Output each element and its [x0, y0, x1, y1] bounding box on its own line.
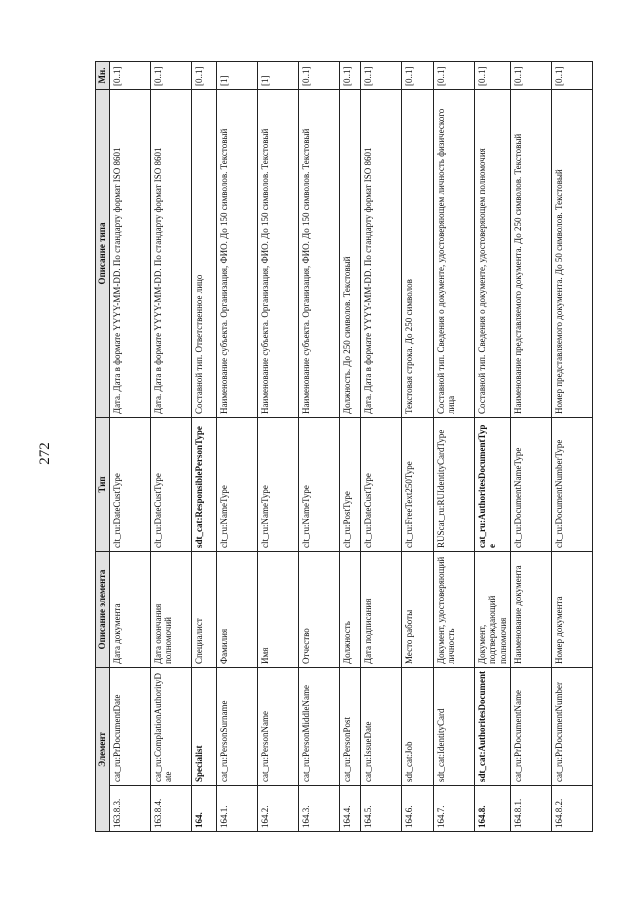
row-type-description: Дата. Дата в формате YYYY-MM-DD. По стандарту формат ISO 8601 — [361, 89, 402, 417]
row-number: 164.8. — [475, 786, 511, 832]
row-element: cat_ru:IssueDate — [361, 667, 402, 785]
table-row — [299, 61, 340, 831]
page-number-text: 272 — [36, 441, 53, 465]
document-table-rotated — [95, 62, 565, 832]
row-number: 163.8.4. — [151, 786, 192, 832]
row-type-description: Составной тип. Ответственное лицо — [192, 89, 217, 417]
table-row — [192, 61, 217, 831]
row-description: Документ, подтверждающий полномочия — [475, 551, 511, 667]
row-description: Документ, удостоверяющий личность — [434, 551, 475, 667]
row-type: clt_ru:FreeText250Type — [402, 417, 434, 551]
row-element: cat_ru:PersonSurname — [217, 667, 258, 785]
table-body — [110, 61, 593, 831]
row-number: 164.6. — [402, 786, 434, 832]
row-type-description: Составной тип. Сведения о документе, удостоверяющем полномочия — [475, 89, 511, 417]
row-type-description: Наименование представляемого документа. До 250 символов. Текстовый — [511, 89, 552, 417]
row-description: Фамилия — [217, 551, 258, 667]
row-description: Специалист — [192, 551, 217, 667]
row-number: 164.2. — [258, 786, 299, 832]
table-row — [151, 61, 192, 831]
row-element: Specialist — [192, 667, 217, 785]
row-type-description: Дата. Дата в формате YYYY-MM-DD. По стандарту формат ISO 8601 — [110, 89, 151, 417]
specification-table — [95, 61, 593, 832]
row-description: Имя — [258, 551, 299, 667]
row-description: Дата окончания полномочий — [151, 551, 192, 667]
row-type-description: Должность. До 250 символов. Текстовый — [340, 89, 361, 417]
row-number: 164.4. — [340, 786, 361, 832]
row-multiplicity: [0..1] — [110, 61, 151, 89]
row-element: cat_ru:PersonName — [258, 667, 299, 785]
row-multiplicity: [0..1] — [475, 61, 511, 89]
table-row — [402, 61, 434, 831]
row-multiplicity: [1] — [217, 61, 258, 89]
row-type: clt_ru:DocumentNameType — [511, 417, 552, 551]
row-type: clt_ru:DocumentNumberType — [552, 417, 593, 551]
row-element: sdt_cat:AuthoritesDocument — [475, 667, 511, 785]
header-element: Элемент — [96, 667, 110, 831]
row-multiplicity: [0..1] — [340, 61, 361, 89]
row-number: 164.8.1. — [511, 786, 552, 832]
row-element: cat_ru:PrDocumentName — [511, 667, 552, 785]
header-row — [96, 61, 110, 831]
table-row — [258, 61, 299, 831]
row-type-description: Номер представляемого документа. До 50 символов. Текстовый — [552, 89, 593, 417]
row-multiplicity: [0..1] — [402, 61, 434, 89]
row-description: Номер документа — [552, 551, 593, 667]
row-multiplicity: [0..1] — [434, 61, 475, 89]
table-row — [110, 61, 151, 831]
page-number — [34, 438, 56, 468]
table-row — [217, 61, 258, 831]
row-type: clt_ru:NameType — [299, 417, 340, 551]
table-row — [340, 61, 361, 831]
row-number: 164.3. — [299, 786, 340, 832]
header-type: Тип — [96, 417, 110, 551]
row-multiplicity: [1] — [258, 61, 299, 89]
row-multiplicity: [0..1] — [299, 61, 340, 89]
row-element: cat_ru:PersonPost — [340, 667, 361, 785]
table-row — [434, 61, 475, 831]
row-number: 164.7. — [434, 786, 475, 832]
row-type: clt_ru:NameType — [258, 417, 299, 551]
row-type: RUScat_ru:RUIdentityCardType — [434, 417, 475, 551]
row-element: cat_ru:ComplationAuthorityDate — [151, 667, 192, 785]
table-row — [511, 61, 552, 831]
header-type-description: Описание типа — [96, 89, 110, 417]
row-description: Отчество — [299, 551, 340, 667]
row-type-description: Наименование субъекта. Организация, ФИО. До 150 символов. Текстовый — [258, 89, 299, 417]
table-row — [475, 61, 511, 831]
row-element: sdt_cat:IdentityCard — [434, 667, 475, 785]
row-type: clt_ru:DateCustType — [361, 417, 402, 551]
row-multiplicity: [0..1] — [151, 61, 192, 89]
row-type: sdt_cat:ResponsiblePersonType — [192, 417, 217, 551]
row-type: cat_ru:AuthoritesDocumentType — [475, 417, 511, 551]
row-number: 164. — [192, 786, 217, 832]
row-multiplicity: [0..1] — [361, 61, 402, 89]
row-type: clt_ru:PostType — [340, 417, 361, 551]
row-element: cat_ru:PrDocumentNumber — [552, 667, 593, 785]
row-description: Дата документа — [110, 551, 151, 667]
table-row — [361, 61, 402, 831]
row-multiplicity: [0..1] — [552, 61, 593, 89]
row-description: Должность — [340, 551, 361, 667]
row-type-description: Наименование субъекта. Организация, ФИО. До 150 символов. Текстовый — [299, 89, 340, 417]
row-type: clt_ru:NameType — [217, 417, 258, 551]
row-description: Наименование документа — [511, 551, 552, 667]
row-type-description: Дата. Дата в формате YYYY-MM-DD. По стандарту формат ISO 8601 — [151, 89, 192, 417]
row-type-description: Составной тип. Сведения о документе, удостоверяющем личность физического лица — [434, 89, 475, 417]
row-element: sdt_cat:Job — [402, 667, 434, 785]
row-number: 163.8.3. — [110, 786, 151, 832]
row-type: clt_ru:DateCustType — [110, 417, 151, 551]
row-number: 164.8.2. — [552, 786, 593, 832]
header-multiplicity: Мн. — [96, 61, 110, 89]
table-row — [552, 61, 593, 831]
table-header — [96, 61, 110, 831]
row-multiplicity: [0..1] — [192, 61, 217, 89]
row-multiplicity: [0..1] — [511, 61, 552, 89]
row-element: cat_ru:PersonMiddleName — [299, 667, 340, 785]
row-type-description: Наименование субъекта. Организация, ФИО. До 150 символов. Текстовый — [217, 89, 258, 417]
row-element: cat_ru:PrDocumentDate — [110, 667, 151, 785]
row-description: Место работы — [402, 551, 434, 667]
row-number: 164.1. — [217, 786, 258, 832]
row-type: clt_ru:DateCustType — [151, 417, 192, 551]
row-number: 164.5. — [361, 786, 402, 832]
header-description: Описание элемента — [96, 551, 110, 667]
row-type-description: Текстовая строка. До 250 символов — [402, 89, 434, 417]
row-description: Дата подписания — [361, 551, 402, 667]
